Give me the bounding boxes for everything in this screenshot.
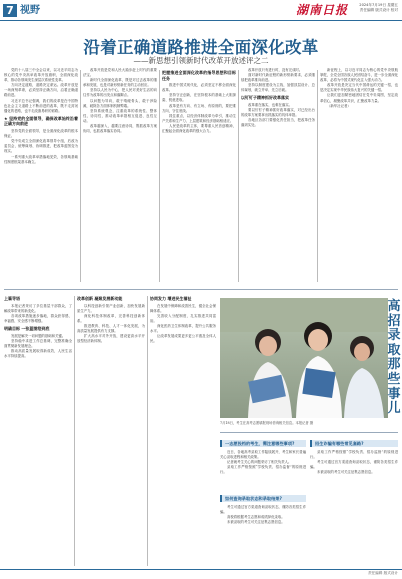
column-divider [238,70,239,282]
paragraph: 改革开放只有进行时，没有完成时。 [248,68,303,72]
newspaper-logo: 湖南日报 [296,3,349,17]
column-divider [80,70,81,282]
paragraph: 改革重在落实，也难在落实。 [248,103,293,108]
top-column-4 [241,68,315,283]
paragraph: 考生可通过官方渠道查询录取状态，谨防各类招生诈骗。 [310,460,398,470]
top-column-3 [162,68,236,283]
paragraph: 改革越深入，越要注意协同，既抓改革方案协同，也抓改革落实协同。 [83,124,157,134]
article-subhead: ——新思想引领新时代改革开放述评之二 [133,56,269,65]
bottom-column-3 [150,294,216,566]
column-subhead: 上篇导语 [4,296,20,301]
paragraph: 坚持以制度建设为主线，加强顶层设计、总体谋划，破立并举、先立后破。 [241,83,315,93]
paragraph: 习近平总书记强调，我们的改革是在中国特色社会主义道路上不断前进的改革，既不走封闭僵化的老路，也不走改旗易帜的邪路。 [4,98,78,113]
paragraph: 深化科技体制改革，完善科技创新体系。 [77,313,145,323]
paragraph: 完善收入分配制度，扎实推进共同富裕。 [150,313,216,323]
paragraph: 记者就考生关心的问题采访了相关负责人。 [227,460,292,465]
paragraph: 考生可通过官方渠道查询录取状态，谨防各类招生诈骗。 [220,505,306,515]
photo-caption: 7月18日，考生在高考志愿填报现场咨询相关信息。本报记者 摄 [220,421,314,425]
news-photo [220,298,388,418]
qa-heading: 招生诈骗有哪些常见套路? [310,440,398,447]
paragraph: 各项改革措施逐步落地，群众获得感、幸福感、安全感不断增强。 [4,313,72,323]
paragraph: 改革开放是党和人民大踏步赶上时代的重要法宝。 [83,68,157,78]
paragraph: 高校将根据考生志愿和成绩择优录取。 [227,515,285,520]
paragraph: 让我们更加紧密地团结在党中央周围，坚定改革信心，凝聚改革共识，汇聚改革力量。 [320,93,398,103]
paragraph: 未被录取的考生可关注征集志愿信息。 [227,520,285,525]
qa-heading: 如何查询录取状态和录取结果? [220,495,306,502]
paragraph: 以科技创新引领产业创新，加快发展新质生产力。 [77,303,145,313]
paragraph: 改革是有方向、有立场、有原则的，要把准方向，守住底线。 [162,103,236,113]
masthead [0,0,402,20]
paragraph: 推动高质量发展取得新成效，人民生活水平持续提高。 [4,348,72,358]
side-title: 高招录取那些事儿 [387,299,401,417]
paragraph: （新华社记者） [327,103,351,108]
right-column-1 [220,450,306,490]
paragraph: 深化医药卫生体制改革，提升公共服务水平。 [150,323,216,334]
paragraph: 推进教育、科技、人才一体化发展，为高质量发展提供有力支撑。 [77,323,145,334]
paragraph: 党中央成立全面深化改革领导小组，后改为委员会，统筹谋划、协调推进，把改革蓝图变为现实。 [4,139,78,154]
paragraph: 扩大高水平对外开放，建设更高水平开放型经济新体制。 [77,334,145,344]
paragraph: 以问题为导向，敢于啃硬骨头，敢于涉险滩，破除各方面体制机制弊端。 [83,98,157,108]
paragraph: 在发展中保障和改善民生，健全社会保障体系。 [150,303,216,313]
bottom-column-1 [4,294,72,566]
paragraph: 发展是解决一切问题的基础和关键。 [11,333,66,338]
masthead-rule [0,20,402,21]
page-number: 7 [3,4,17,17]
paragraph: 录取工作严格按照“学校负责、招办监督”的原则进行。 [310,450,398,460]
paragraph: 坚持以人民为中心，把人民对美好生活的向往作为改革的出发点和落脚点。 [83,88,157,98]
column-subhead: 以钉钉子精神抓好改革落实 [241,95,289,101]
footer-rule [0,569,402,570]
issue-info [359,3,398,13]
bottom-column-2 [77,294,145,566]
students-photo-illustration [220,298,388,418]
paragraph: 让改革发展成果更多更公平惠及全体人民。 [150,334,216,344]
paragraph: 新征程上，以习近平同志为核心的党中央领航掌舵，全党全国各族人民团结奋斗，进一步全面深化改革，必将为中国式现代化注入强大动力。 [320,68,398,83]
paragraph: 近日，各地高考录取工作陆续展开，考生和家长普遍关心录取进程和相关政策。 [220,450,306,460]
paragraph: 抓住重点，以经济体制改革为牵引，推动生产关系和生产力、上层建筑和经济基础相适应。 [162,113,236,123]
column-divider [159,70,160,282]
paragraph: 各地区各部门要强化责任担当，把改革任务落到实处。 [241,118,315,128]
paragraph: 录取工作严格按照“学校负责、招办监督”的原则进行。 [220,465,306,475]
column-subhead: 把握推进全面深化改革的指导思想和目标任务 [162,70,236,81]
paragraph: 改革开放是决定当代中国命运的关键一招，也是决定实现中华民族伟大复兴的关键一招。 [320,83,398,93]
section-divider [4,289,398,290]
top-column-2 [83,68,157,283]
paragraph: 坚持守正创新，在坚持根本的基础上大胆探索、锐意进取。 [162,93,236,103]
issue-editors: 责任编辑 版式设计 校对 [359,8,398,12]
column-subhead: ★ 坚持党的全面领导，确保改革始终沿着正确方向前进 [4,115,78,127]
column-subhead: 改革创新 凝聚发展新动能 [77,296,123,301]
paragraph: 面对新时代新征程的新形势新要求，必须继续把改革推向前进。 [241,73,315,83]
column-subhead: 协同发力 增进民生福祉 [150,296,192,301]
paragraph: 坚持系统观念，注重改革的系统性、整体性、协同性，推动改革举措相互促进、良性互动。 [83,108,157,123]
qa-heading: 一志愿投档的考生，需注意哪些事项? [220,440,306,447]
paragraph: 未被录取的考生可关注征集志愿信息。 [317,470,375,475]
footer-text: 责任编辑 版式设计 [368,571,398,575]
column-subhead: 明确目标 一张蓝图绘到底 [4,325,50,331]
column-divider [147,296,148,566]
section-divider [220,432,398,433]
section-name: 视野 [20,5,40,16]
column-divider [317,70,318,282]
paragraph: 本报记者采访了多位基层干部群众，了解改革带来的新变化。 [4,303,72,313]
paragraph: 方向决定道路，道路决定命运。改革开放是一场深刻革命，必须坚持正确方向，沿着正确道路前进。 [4,83,78,98]
article-headline: 沿着正确道路推进全面深化改革 [83,38,319,57]
right-column-3 [310,450,398,565]
column-divider [74,296,75,566]
paragraph: 推进中国式现代化，必须坚定不移全面深化改革。 [162,83,236,93]
paragraph: 一系列重大改革举措落地见效，各领域基础性制度框架基本确立。 [4,154,78,164]
paragraph: 要以钉钉子精神抓好改革落实，对已经出台的改革方案要拿出抓落实的具体举措。 [241,108,315,118]
paragraph: 坚持稳中求进工作总基调，完整准确全面贯彻新发展理念。 [4,338,72,348]
issue-date: 2024年7月19日 星期五 [359,3,398,7]
right-column-2 [220,505,306,545]
top-column-5 [320,68,398,283]
paragraph: 坚持党的全面领导，是全面深化改革的根本保证。 [4,129,78,139]
top-column-1 [4,68,78,283]
paragraph: 人民是改革的主体，要尊重人民首创精神，汇聚起全面深化改革的强大合力。 [162,123,236,134]
paragraph: 新时代全面深化改革，既是对过去改革的继承和发展，也是对新形势新任务的主动回应。 [83,78,157,88]
paragraph: 党的十八届三中全会以来，以习近平同志为核心的党中央高举改革开放旗帜，全面深化改革，推动各领域发生深层次系统性变革。 [4,68,78,83]
